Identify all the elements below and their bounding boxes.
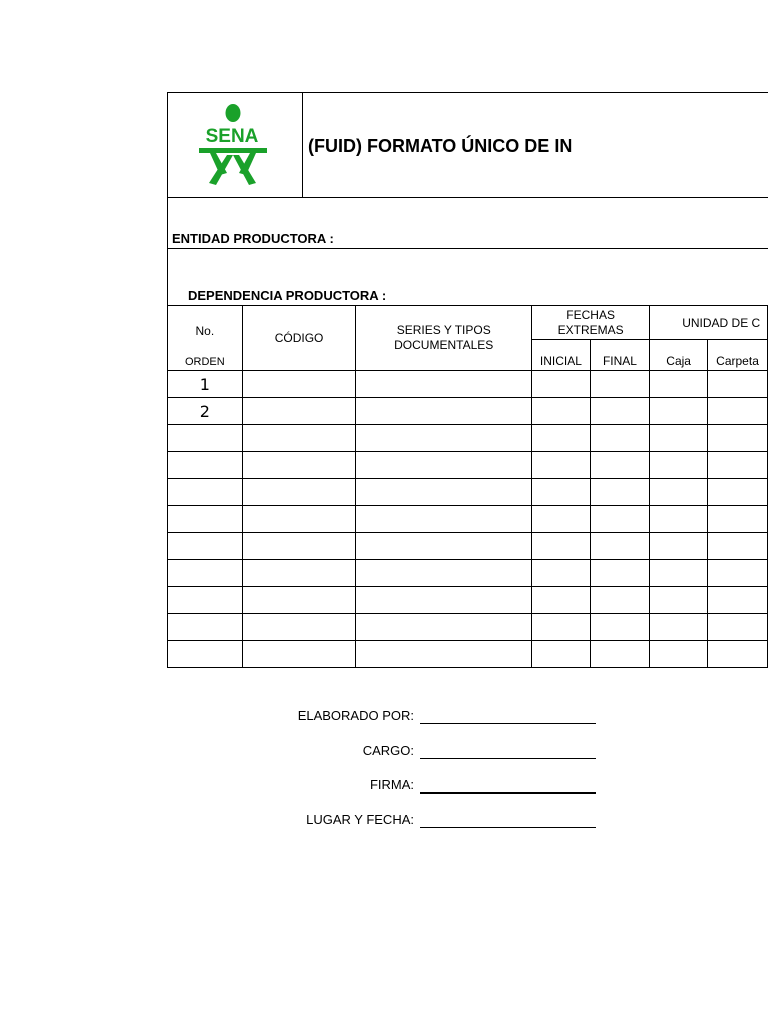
cell-carpeta[interactable] bbox=[708, 533, 768, 560]
cell-final[interactable] bbox=[590, 398, 649, 425]
cell-final[interactable] bbox=[590, 587, 649, 614]
cell-final[interactable] bbox=[590, 614, 649, 641]
row-number bbox=[168, 452, 243, 479]
header-fechas: FECHAS EXTREMAS bbox=[532, 306, 650, 340]
cargo-line[interactable] bbox=[420, 758, 596, 759]
table-row bbox=[168, 479, 768, 506]
elaborado-por-line[interactable] bbox=[420, 723, 596, 724]
table-row bbox=[168, 587, 768, 614]
cell-final[interactable] bbox=[590, 560, 649, 587]
table-row bbox=[168, 452, 768, 479]
cell-inicial[interactable] bbox=[532, 614, 591, 641]
cell-final[interactable] bbox=[590, 371, 649, 398]
cell-series[interactable] bbox=[356, 452, 532, 479]
row-number bbox=[168, 560, 243, 587]
cell-codigo[interactable] bbox=[242, 398, 356, 425]
header-series: SERIES Y TIPOS DOCUMENTALES bbox=[356, 306, 532, 371]
header-codigo: CÓDIGO bbox=[242, 306, 356, 371]
logo-text: SENA bbox=[205, 126, 259, 147]
cell-series[interactable] bbox=[356, 398, 532, 425]
cell-carpeta[interactable] bbox=[708, 425, 768, 452]
cell-inicial[interactable] bbox=[532, 560, 591, 587]
header-no: No. bbox=[195, 324, 215, 338]
table-row bbox=[168, 425, 768, 452]
cell-carpeta[interactable] bbox=[708, 614, 768, 641]
sena-logo bbox=[196, 103, 268, 189]
cell-codigo[interactable] bbox=[242, 641, 356, 668]
dependencia-productora-label: DEPENDENCIA PRODUCTORA : bbox=[188, 288, 387, 303]
cell-inicial[interactable] bbox=[532, 452, 591, 479]
cell-codigo[interactable] bbox=[242, 587, 356, 614]
cell-carpeta[interactable] bbox=[708, 479, 768, 506]
table-row bbox=[168, 641, 768, 668]
cell-series[interactable] bbox=[356, 614, 532, 641]
header-caja: Caja bbox=[650, 340, 708, 371]
lugar-fecha-label: LUGAR Y FECHA: bbox=[306, 812, 414, 827]
cell-series[interactable] bbox=[356, 479, 532, 506]
row-number bbox=[168, 587, 243, 614]
cargo-label: CARGO: bbox=[362, 743, 414, 758]
entidad-productora-label: ENTIDAD PRODUCTORA : bbox=[172, 231, 334, 246]
row-number bbox=[168, 479, 243, 506]
cell-series[interactable] bbox=[356, 560, 532, 587]
header-inicial: INICIAL bbox=[532, 340, 591, 371]
cell-codigo[interactable] bbox=[242, 614, 356, 641]
cell-inicial[interactable] bbox=[532, 398, 591, 425]
cell-series[interactable] bbox=[356, 587, 532, 614]
row-number: 1 bbox=[168, 371, 243, 398]
cell-inicial[interactable] bbox=[532, 371, 591, 398]
header-carpeta: Carpeta bbox=[708, 340, 768, 371]
table-row bbox=[168, 614, 768, 641]
cell-series[interactable] bbox=[356, 425, 532, 452]
table-row bbox=[168, 560, 768, 587]
cell-carpeta[interactable] bbox=[708, 452, 768, 479]
table-row bbox=[168, 398, 768, 425]
cell-inicial[interactable] bbox=[532, 641, 591, 668]
cell-codigo[interactable] bbox=[242, 560, 356, 587]
cell-series[interactable] bbox=[356, 371, 532, 398]
cell-codigo[interactable] bbox=[242, 506, 356, 533]
cell-series[interactable] bbox=[356, 533, 532, 560]
cell-caja[interactable] bbox=[650, 641, 708, 668]
cell-caja[interactable] bbox=[650, 614, 708, 641]
cell-final[interactable] bbox=[590, 452, 649, 479]
row-number bbox=[168, 506, 243, 533]
cell-final[interactable] bbox=[590, 533, 649, 560]
cell-inicial[interactable] bbox=[532, 587, 591, 614]
cell-codigo[interactable] bbox=[242, 479, 356, 506]
cell-final[interactable] bbox=[590, 479, 649, 506]
info-divider bbox=[168, 248, 768, 249]
cell-inicial[interactable] bbox=[532, 425, 591, 452]
cell-caja[interactable] bbox=[650, 398, 708, 425]
logo-cell bbox=[168, 93, 303, 198]
cell-carpeta[interactable] bbox=[708, 506, 768, 533]
cell-series[interactable] bbox=[356, 506, 532, 533]
cell-carpeta[interactable] bbox=[708, 371, 768, 398]
cell-inicial[interactable] bbox=[532, 533, 591, 560]
cell-caja[interactable] bbox=[650, 533, 708, 560]
cell-final[interactable] bbox=[590, 425, 649, 452]
header-no-orden bbox=[168, 306, 243, 371]
table-row bbox=[168, 533, 768, 560]
cell-caja[interactable] bbox=[650, 506, 708, 533]
cell-caja[interactable] bbox=[650, 452, 708, 479]
cell-carpeta[interactable] bbox=[708, 641, 768, 668]
firma-label: FIRMA: bbox=[369, 777, 414, 792]
elaborado-por-label: ELABORADO POR: bbox=[297, 708, 414, 723]
row-number bbox=[168, 614, 243, 641]
cell-inicial[interactable] bbox=[532, 506, 591, 533]
cell-carpeta[interactable] bbox=[708, 560, 768, 587]
row-number: 2 bbox=[168, 398, 243, 425]
cell-codigo[interactable] bbox=[242, 371, 356, 398]
lugar-fecha-line[interactable] bbox=[420, 827, 596, 828]
cell-caja[interactable] bbox=[650, 560, 708, 587]
document-title: (FUID) FORMATO ÚNICO DE IN bbox=[308, 136, 573, 156]
cell-codigo[interactable] bbox=[242, 452, 356, 479]
cell-caja[interactable] bbox=[650, 425, 708, 452]
cell-inicial[interactable] bbox=[532, 479, 591, 506]
inventory-table bbox=[167, 305, 768, 668]
cell-caja[interactable] bbox=[650, 587, 708, 614]
header-orden: ORDEN bbox=[184, 356, 225, 368]
row-number bbox=[168, 533, 243, 560]
cell-carpeta[interactable] bbox=[708, 398, 768, 425]
row-number bbox=[168, 425, 243, 452]
cell-final[interactable] bbox=[590, 506, 649, 533]
cell-series[interactable] bbox=[356, 641, 532, 668]
table-row bbox=[168, 506, 768, 533]
header-row-top bbox=[168, 306, 768, 340]
table-row bbox=[168, 371, 768, 398]
cell-codigo[interactable] bbox=[242, 533, 356, 560]
header-unidad: UNIDAD DE C bbox=[650, 306, 768, 340]
cell-caja[interactable] bbox=[650, 371, 708, 398]
firma-line[interactable] bbox=[420, 792, 596, 794]
cell-final[interactable] bbox=[590, 641, 649, 668]
cell-caja[interactable] bbox=[650, 479, 708, 506]
cell-codigo[interactable] bbox=[242, 425, 356, 452]
header-final: FINAL bbox=[590, 340, 649, 371]
row-number bbox=[168, 641, 243, 668]
cell-carpeta[interactable] bbox=[708, 587, 768, 614]
